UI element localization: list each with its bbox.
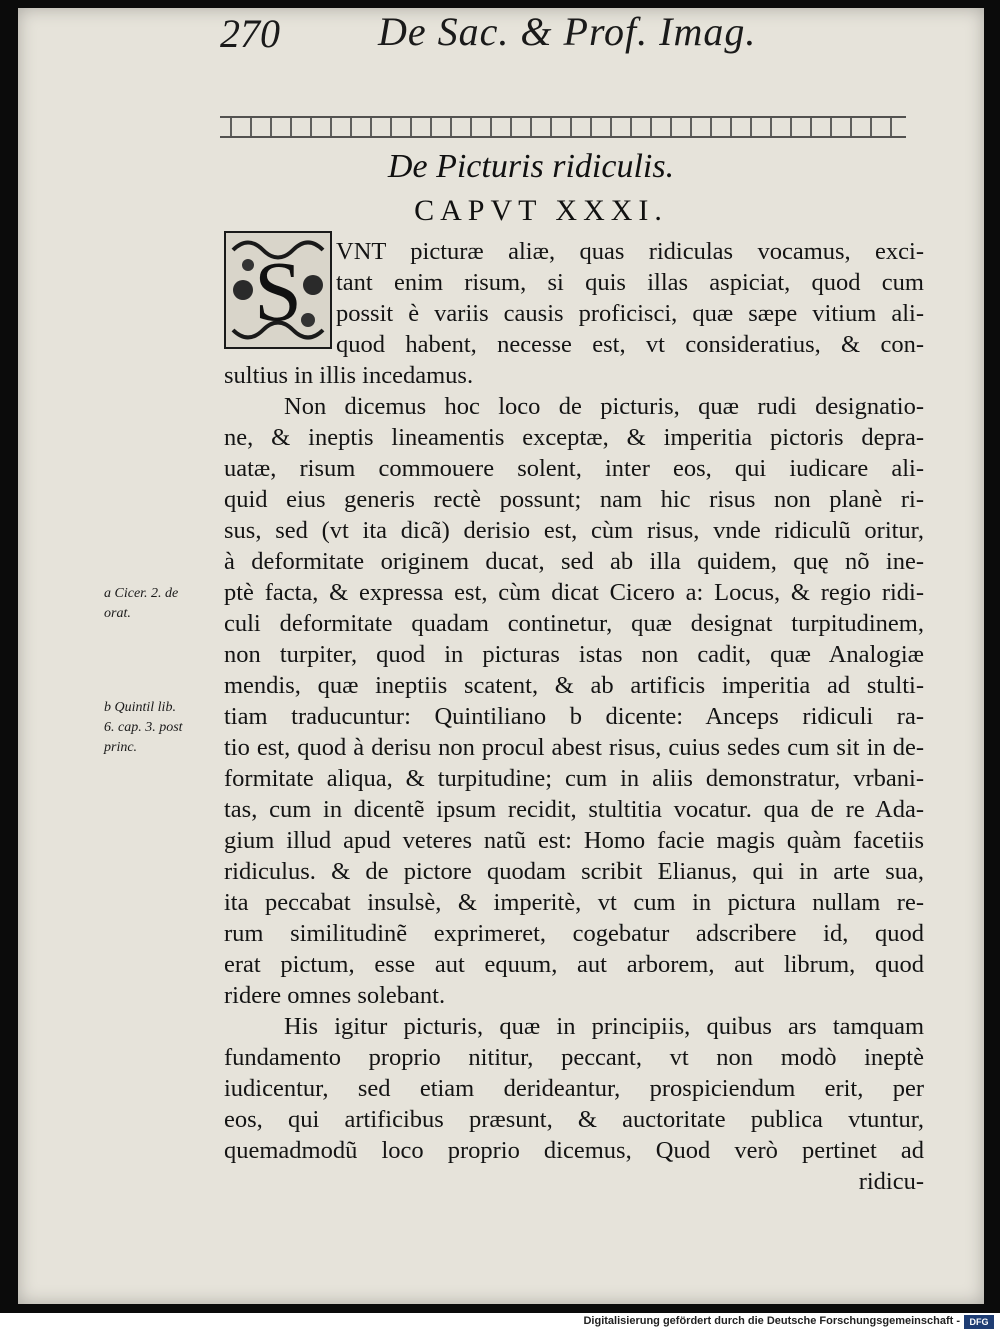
text-line: non turpiter, quod in picturas istas non cadit, quæ Analogiæ	[224, 641, 924, 668]
text-line: Non dicemus hoc loco de picturis, quæ rudi designatio-	[284, 393, 924, 420]
margin-note-line: princ.	[104, 740, 138, 755]
text-line: His igitur picturis, quæ in principiis, quibus ars tamquam	[284, 1013, 924, 1040]
chapter-title: De Picturis ridiculis.	[387, 148, 675, 185]
text-line: sultius in illis incedamus.	[224, 362, 474, 389]
margin-note	[104, 698, 234, 758]
book-page	[18, 8, 984, 1304]
body-text	[224, 236, 924, 1197]
text-line: possit è variis causis proficisci, quæ sæpe vitium ali-	[336, 300, 924, 327]
margin-note-line: orat.	[104, 606, 131, 621]
text-line: ptè facta, & expressa est, cùm dicat Cicero a: Locus, & regio ridi-	[224, 579, 924, 606]
page-number: 270	[220, 11, 280, 56]
footer-bar	[0, 1313, 1000, 1332]
dfg-logo-icon: DFG	[964, 1315, 994, 1329]
text-line: ridiculus. & de pictore quodam scribit Elianus, qui in arte sua,	[224, 858, 924, 885]
text-line: quod habent, necesse est, vt consideratius, & con-	[336, 331, 924, 358]
text-line: sus, sed (vt ita dicã) derisio est, cùm risus, vnde ridiculũ oritur,	[224, 517, 924, 544]
text-line: iudicentur, sed etiam derideantur, prospiciendum erit, per	[224, 1075, 924, 1102]
chapter-number: CAPVT XXXI.	[414, 194, 668, 227]
text-line: ne, & ineptis lineamentis exceptæ, & imperitia pictoris depra-	[224, 424, 924, 451]
text-line: uatæ, risum commouere solent, inter eos, qui iudicare ali-	[224, 455, 924, 482]
text-line: fundamento proprio nititur, peccant, vt non modò ineptè	[224, 1044, 924, 1071]
text-line: VNT picturæ aliæ, quas ridiculas vocamus, exci-	[336, 238, 924, 265]
margin-note-line: a Cicer. 2. de	[104, 586, 179, 601]
running-head: De Sac. & Prof. Imag.	[378, 9, 757, 54]
text-line: tiam traducuntur: Quintiliano b dicente: Anceps ridiculi ra-	[224, 703, 924, 730]
text-line: ita peccabat insulsè, & imperitè, vt cum in pictura nullam re-	[224, 889, 924, 916]
text-line: rum similitudinẽ exprimeret, cogebatur adscribere id, quod	[224, 920, 924, 947]
text-line: eos, qui artificibus præsunt, & auctoritate publica vtuntur,	[224, 1106, 924, 1133]
text-line: quemadmodũ loco proprio dicemus, Quod verò pertinet ad	[224, 1137, 924, 1164]
text-line: tas, cum in dicentẽ ipsum recidit, stultitia vocatur. qua de re Ada-	[224, 796, 924, 823]
margin-note	[104, 584, 234, 624]
text-line: quid eius generis rectè possunt; nam hic risus non planè ri-	[224, 486, 924, 513]
drop-cap-letter: S	[254, 243, 302, 339]
text-line: ridere omnes solebant.	[224, 982, 446, 1009]
text-line: à deformitate originem ducat, sed ab illa quidem, quę nõ ine-	[224, 548, 924, 575]
margin-note-line: 6. cap. 3. post	[104, 720, 183, 735]
text-line: mendis, quæ ineptiis scatent, & ab artificis imperitia ad stulti-	[224, 672, 924, 699]
catchword: ridicu-	[858, 1168, 924, 1195]
text-line: formitate aliqua, & turpitudine; cum in aliis demonstratur, vrbani-	[224, 765, 924, 792]
text-line: tio est, quod à derisu non procul abest risus, cuius sedes cum sit in de-	[224, 734, 924, 761]
text-line: gium illud apud veteres natũ est: Homo facie magis quàm facetiis	[224, 827, 924, 854]
text-line: erat pictum, esse aut equum, aut arborem, aut librum, quod	[224, 951, 924, 978]
margin-note-line: b Quintil lib.	[104, 700, 176, 715]
footer-credit: Digitalisierung gefördert durch die Deutsche Forschungsgemeinschaft -	[583, 1315, 960, 1327]
text-line: culi deformitate quadam continetur, quæ designat turpitudinem,	[224, 610, 924, 637]
text-line: tant enim risum, si quis illas aspiciat, quod cum	[336, 269, 924, 296]
ornamental-rule	[220, 116, 906, 138]
